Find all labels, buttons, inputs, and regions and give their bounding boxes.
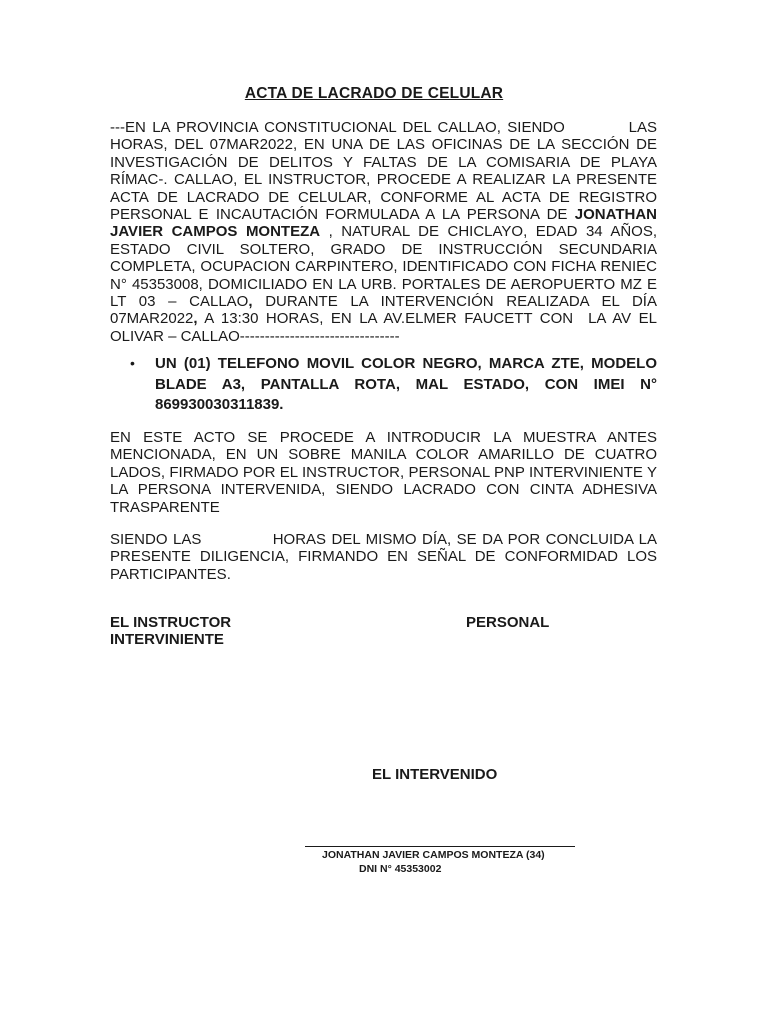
intro-text-part3: DURANTE LA INTERVENCIÓN REALIZADA EL DÍA 07MAR2022 (110, 293, 662, 328)
signer-name: JONATHAN JAVIER CAMPOS MONTEZA (34) (322, 849, 545, 861)
signature-label-instructor: EL INSTRUCTOR (110, 614, 232, 631)
intro-comma: , (248, 293, 253, 311)
signature-label-interviniente: INTERVINIENTE (110, 631, 224, 648)
closing-paragraph: SIENDO LAS HORAS DEL MISMO DÍA, SE DA POR CONCLUIDA LA PRESENTE DILIGENCIA, FIRMANDO EN SEÑAL DE CONFORMIDAD LOS PARTICIPANTES. (110, 531, 662, 583)
intro-text-part2: , NATURAL DE CHICLAYO, EDAD 34 AÑOS, ESTADO CIVIL SOLTERO, GRADO DE INSTRUCCIÓN SECUNDARIA COMPLETA, OCUPACION CARPINTERO, IDENTIFICADO CON FICHA RENIEC N° 45353008, DOMICILIADO EN LA URB. PORTALES DE AEROPUERTO MZ E LT 03 – CALLAO (110, 223, 662, 311)
evidence-list (130, 354, 657, 416)
detainee-name: JONATHAN JAVIER CAMPOS MONTEZA (110, 206, 662, 241)
intro-comma-2: , (193, 310, 198, 328)
procedure-paragraph: EN ESTE ACTO SE PROCEDE A INTRODUCIR LA MUESTRA ANTES MENCIONADA, EN UN SOBRE MANILA COLOR AMARILLO DE CUATRO LADOS, FIRMADO POR EL INSTRUCTOR, PERSONAL PNP INTERVINIENTE Y LA PERSONA INTERVENIDA, SIENDO LACRADO CON CINTA ADHESIVA TRASPARENTE (110, 429, 657, 516)
intro-paragraph (110, 119, 662, 345)
document-title: ACTA DE LACRADO DE CELULAR (244, 85, 504, 102)
signer-dni: DNI N° 45353002 (359, 863, 442, 875)
intro-text-part1: ---EN LA PROVINCIA CONSTITUCIONAL DEL CALLAO, SIENDO LAS HORAS, DEL 07MAR2022, EN UNA DE LAS OFICINAS DE LA SECCIÓN DE INVESTIGACIÓN DE DELITOS Y FALTAS DE LA COMISARIA DE PLAYA RÍMAC-. CALLAO, EL INSTRUCTOR, PROCEDE A REALIZAR LA PRESENTE ACTA DE LACRADO DE CELULAR, CONFORME AL ACTA DE REGISTRO PERSONAL E INCAUTACIÓN FORMULADA A LA PERSONA DE (110, 119, 662, 224)
signature-label-intervenido: EL INTERVENIDO (372, 766, 498, 783)
evidence-item: UN (01) TELEFONO MOVIL COLOR NEGRO, MARCA ZTE, MODELO BLADE A3, PANTALLA ROTA, MAL ESTADO, CON IMEI N° 869930030311839. (155, 355, 657, 413)
bullet-dot-icon: • (130, 355, 135, 371)
signature-label-personal: PERSONAL (466, 614, 550, 631)
signature-line (305, 846, 575, 847)
intro-text-part4: A 13:30 HORAS, EN LA AV.ELMER FAUCETT CON LA AV EL OLIVAR – CALLAO-------------------------------- (110, 310, 662, 345)
